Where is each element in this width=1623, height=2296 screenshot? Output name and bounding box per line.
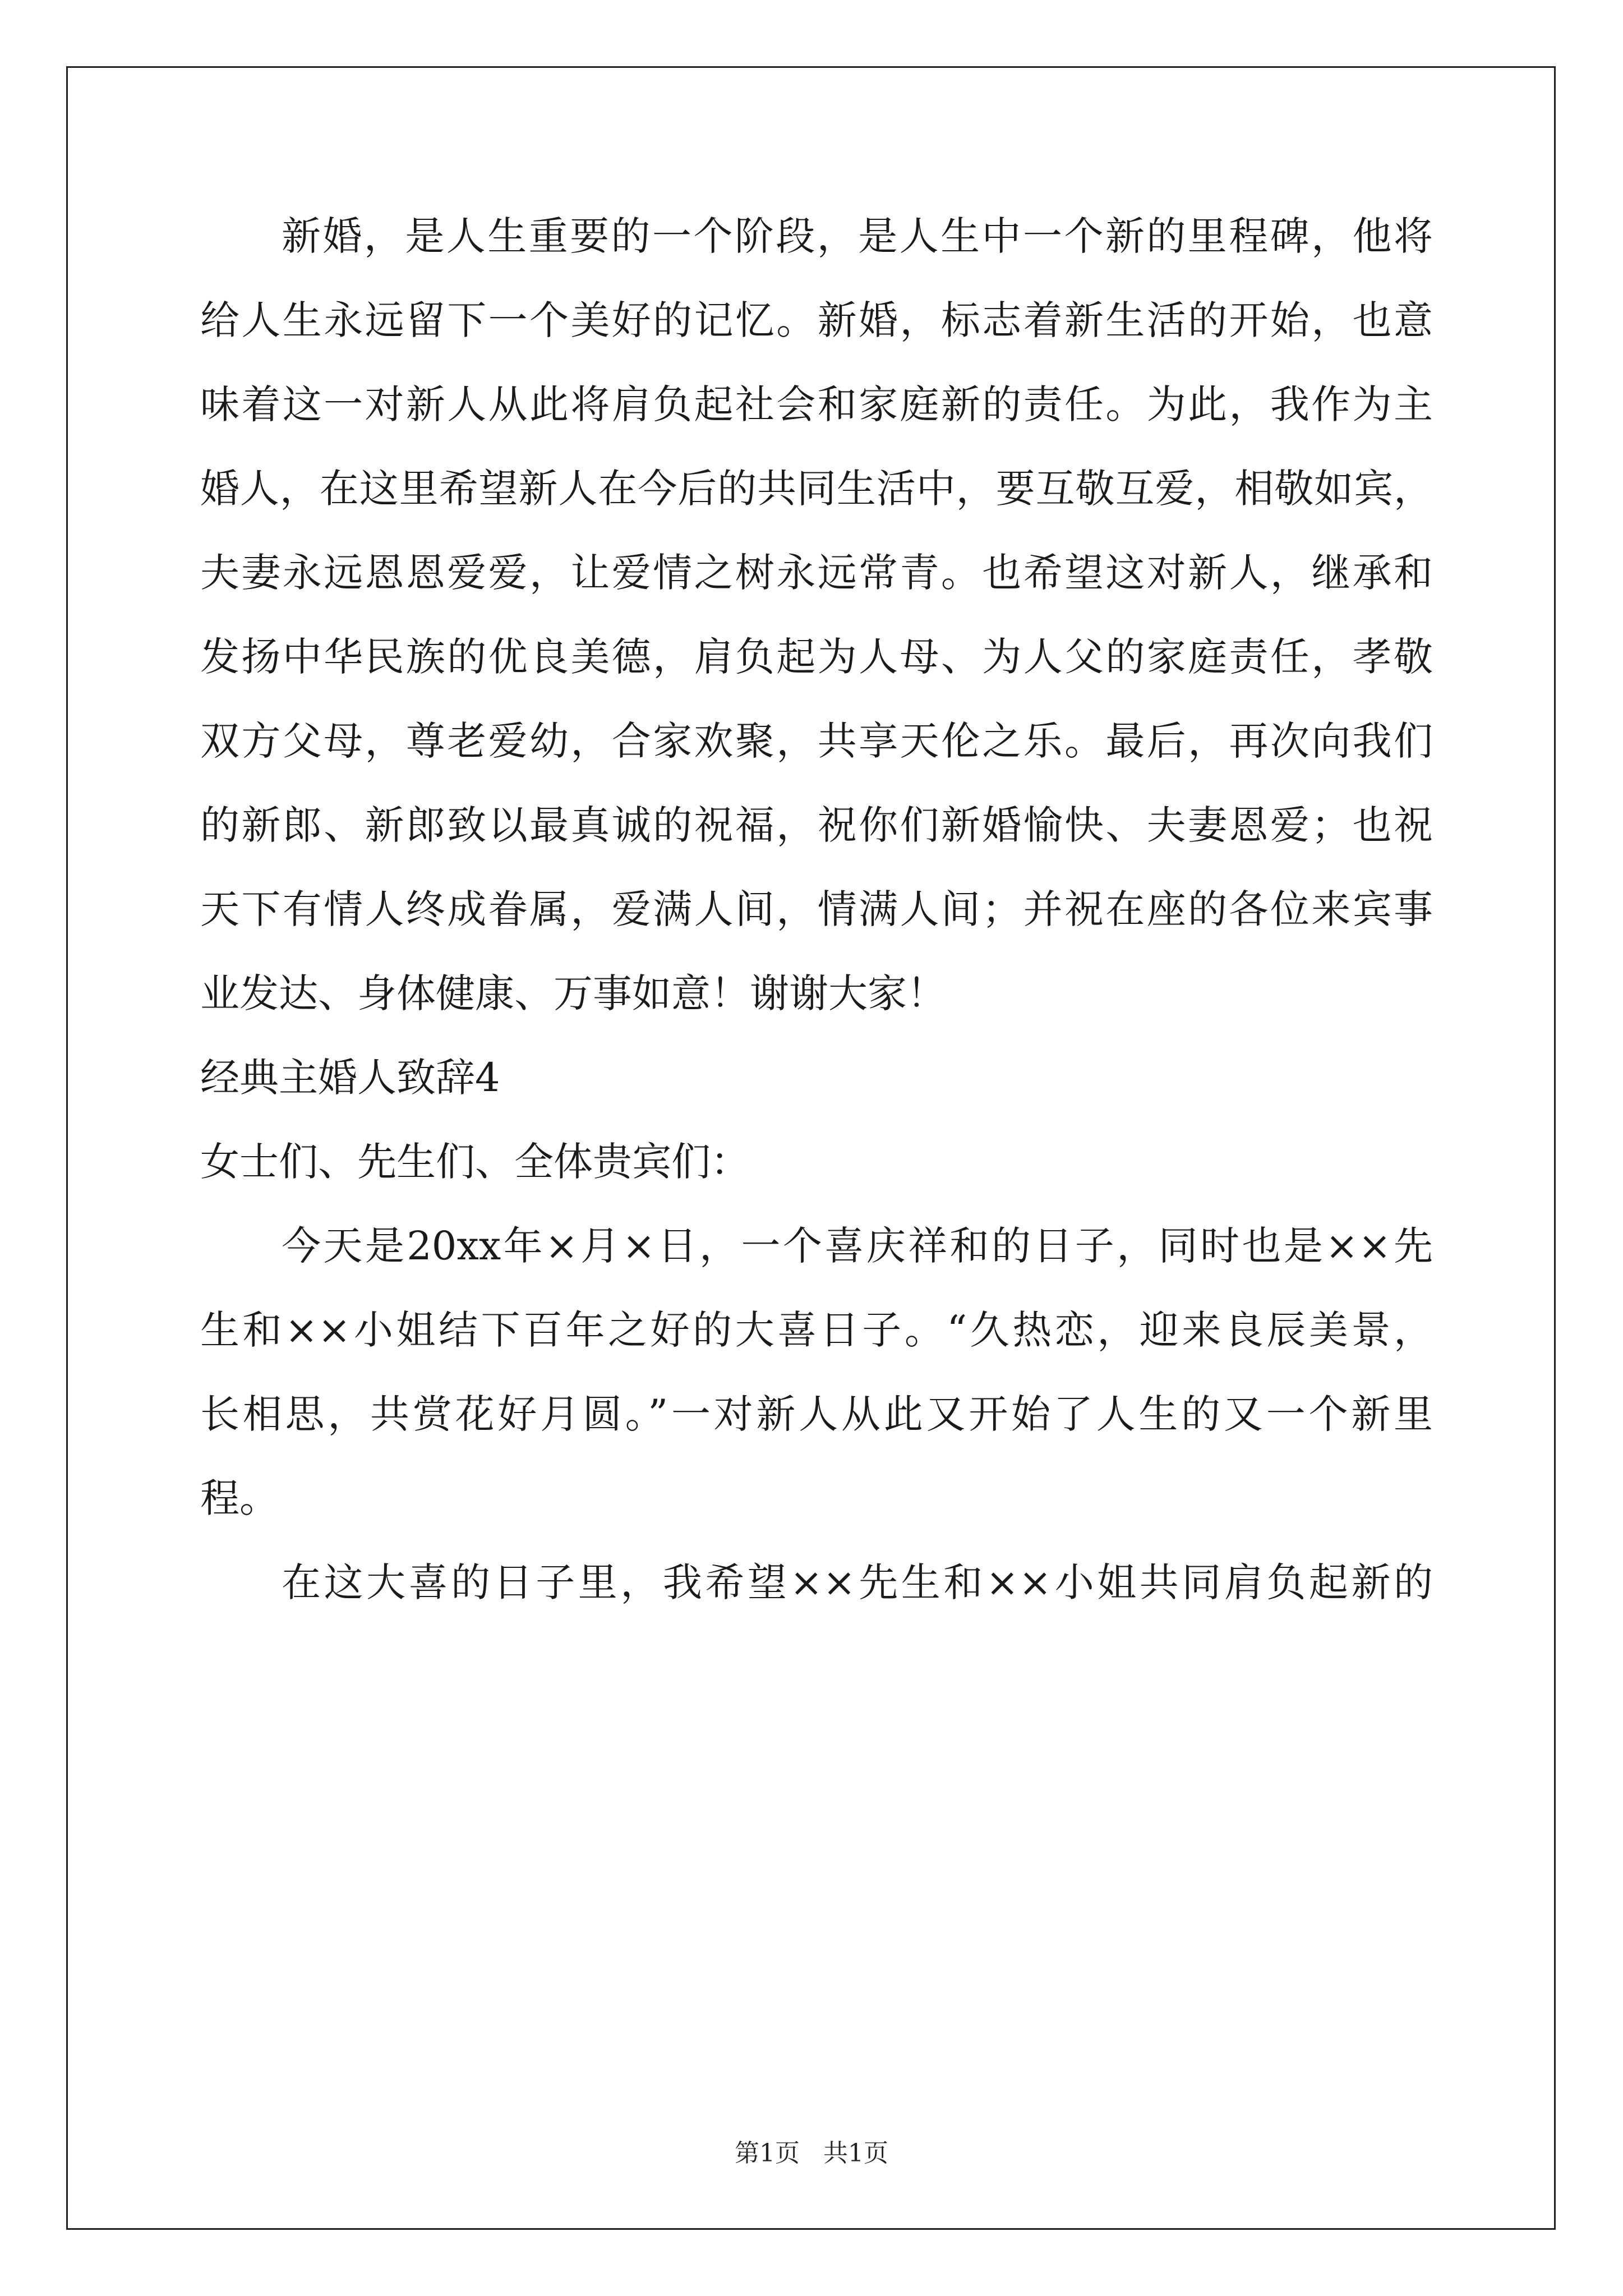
paragraph-line: 的新郎、新郎致以最真诚的祝福，祝你们新婚愉快、夫妻恩爱；也祝: [200, 802, 1433, 848]
paragraph-line: 发扬中华民族的优良美德，肩负起为人母、为人父的家庭责任，孝敬: [200, 634, 1433, 680]
paragraph-line: 双方父母，尊老爱幼，合家欢聚，共享天伦之乐。最后，再次向我们: [200, 718, 1433, 764]
paragraph-line: 夫妻永远恩恩爱爱，让爱情之树永远常青。也希望这对新人，继承和: [200, 550, 1433, 596]
paragraph-line: 味着这一对新人从此将肩负起社会和家庭新的责任。为此，我作为主: [200, 381, 1433, 427]
paragraph-line: 生和××小姐结下百年之好的大喜日子。“久热恋，迎来良辰美景，: [200, 1307, 1433, 1353]
paragraph-line: 新婚，是人生重要的一个阶段，是人生中一个新的里程碑，他将: [282, 213, 1433, 259]
paragraph-line: 业发达、身体健康、万事如意！谢谢大家！: [200, 970, 946, 1016]
paragraph-line: 长相思，共赏花好月圆。”一对新人从此又开始了人生的又一个新里: [200, 1391, 1433, 1437]
salutation: 女士们、先生们、全体贵宾们：: [200, 1139, 750, 1185]
paragraph-line: 在这大喜的日子里，我希望××先生和××小姐共同肩负起新的: [282, 1559, 1433, 1605]
paragraph-line: 今天是20xx年×月×日，一个喜庆祥和的日子，同时也是××先: [282, 1223, 1433, 1269]
paragraph-line: 程。: [200, 1475, 279, 1521]
paragraph-line: 天下有情人终成眷属，爱满人间，情满人间；并祝在座的各位来宾事: [200, 886, 1433, 932]
paragraph-line: 婚人，在这里希望新人在今后的共同生活中，要互敬互爱，相敬如宾，: [200, 466, 1433, 512]
page-footer: 第1页 共1页: [735, 2139, 888, 2168]
paragraph-line: 给人生永远留下一个美好的记忆。新婚，标志着新生活的开始，也意: [200, 297, 1433, 343]
section-heading: 经典主婚人致辞4: [200, 1055, 500, 1101]
